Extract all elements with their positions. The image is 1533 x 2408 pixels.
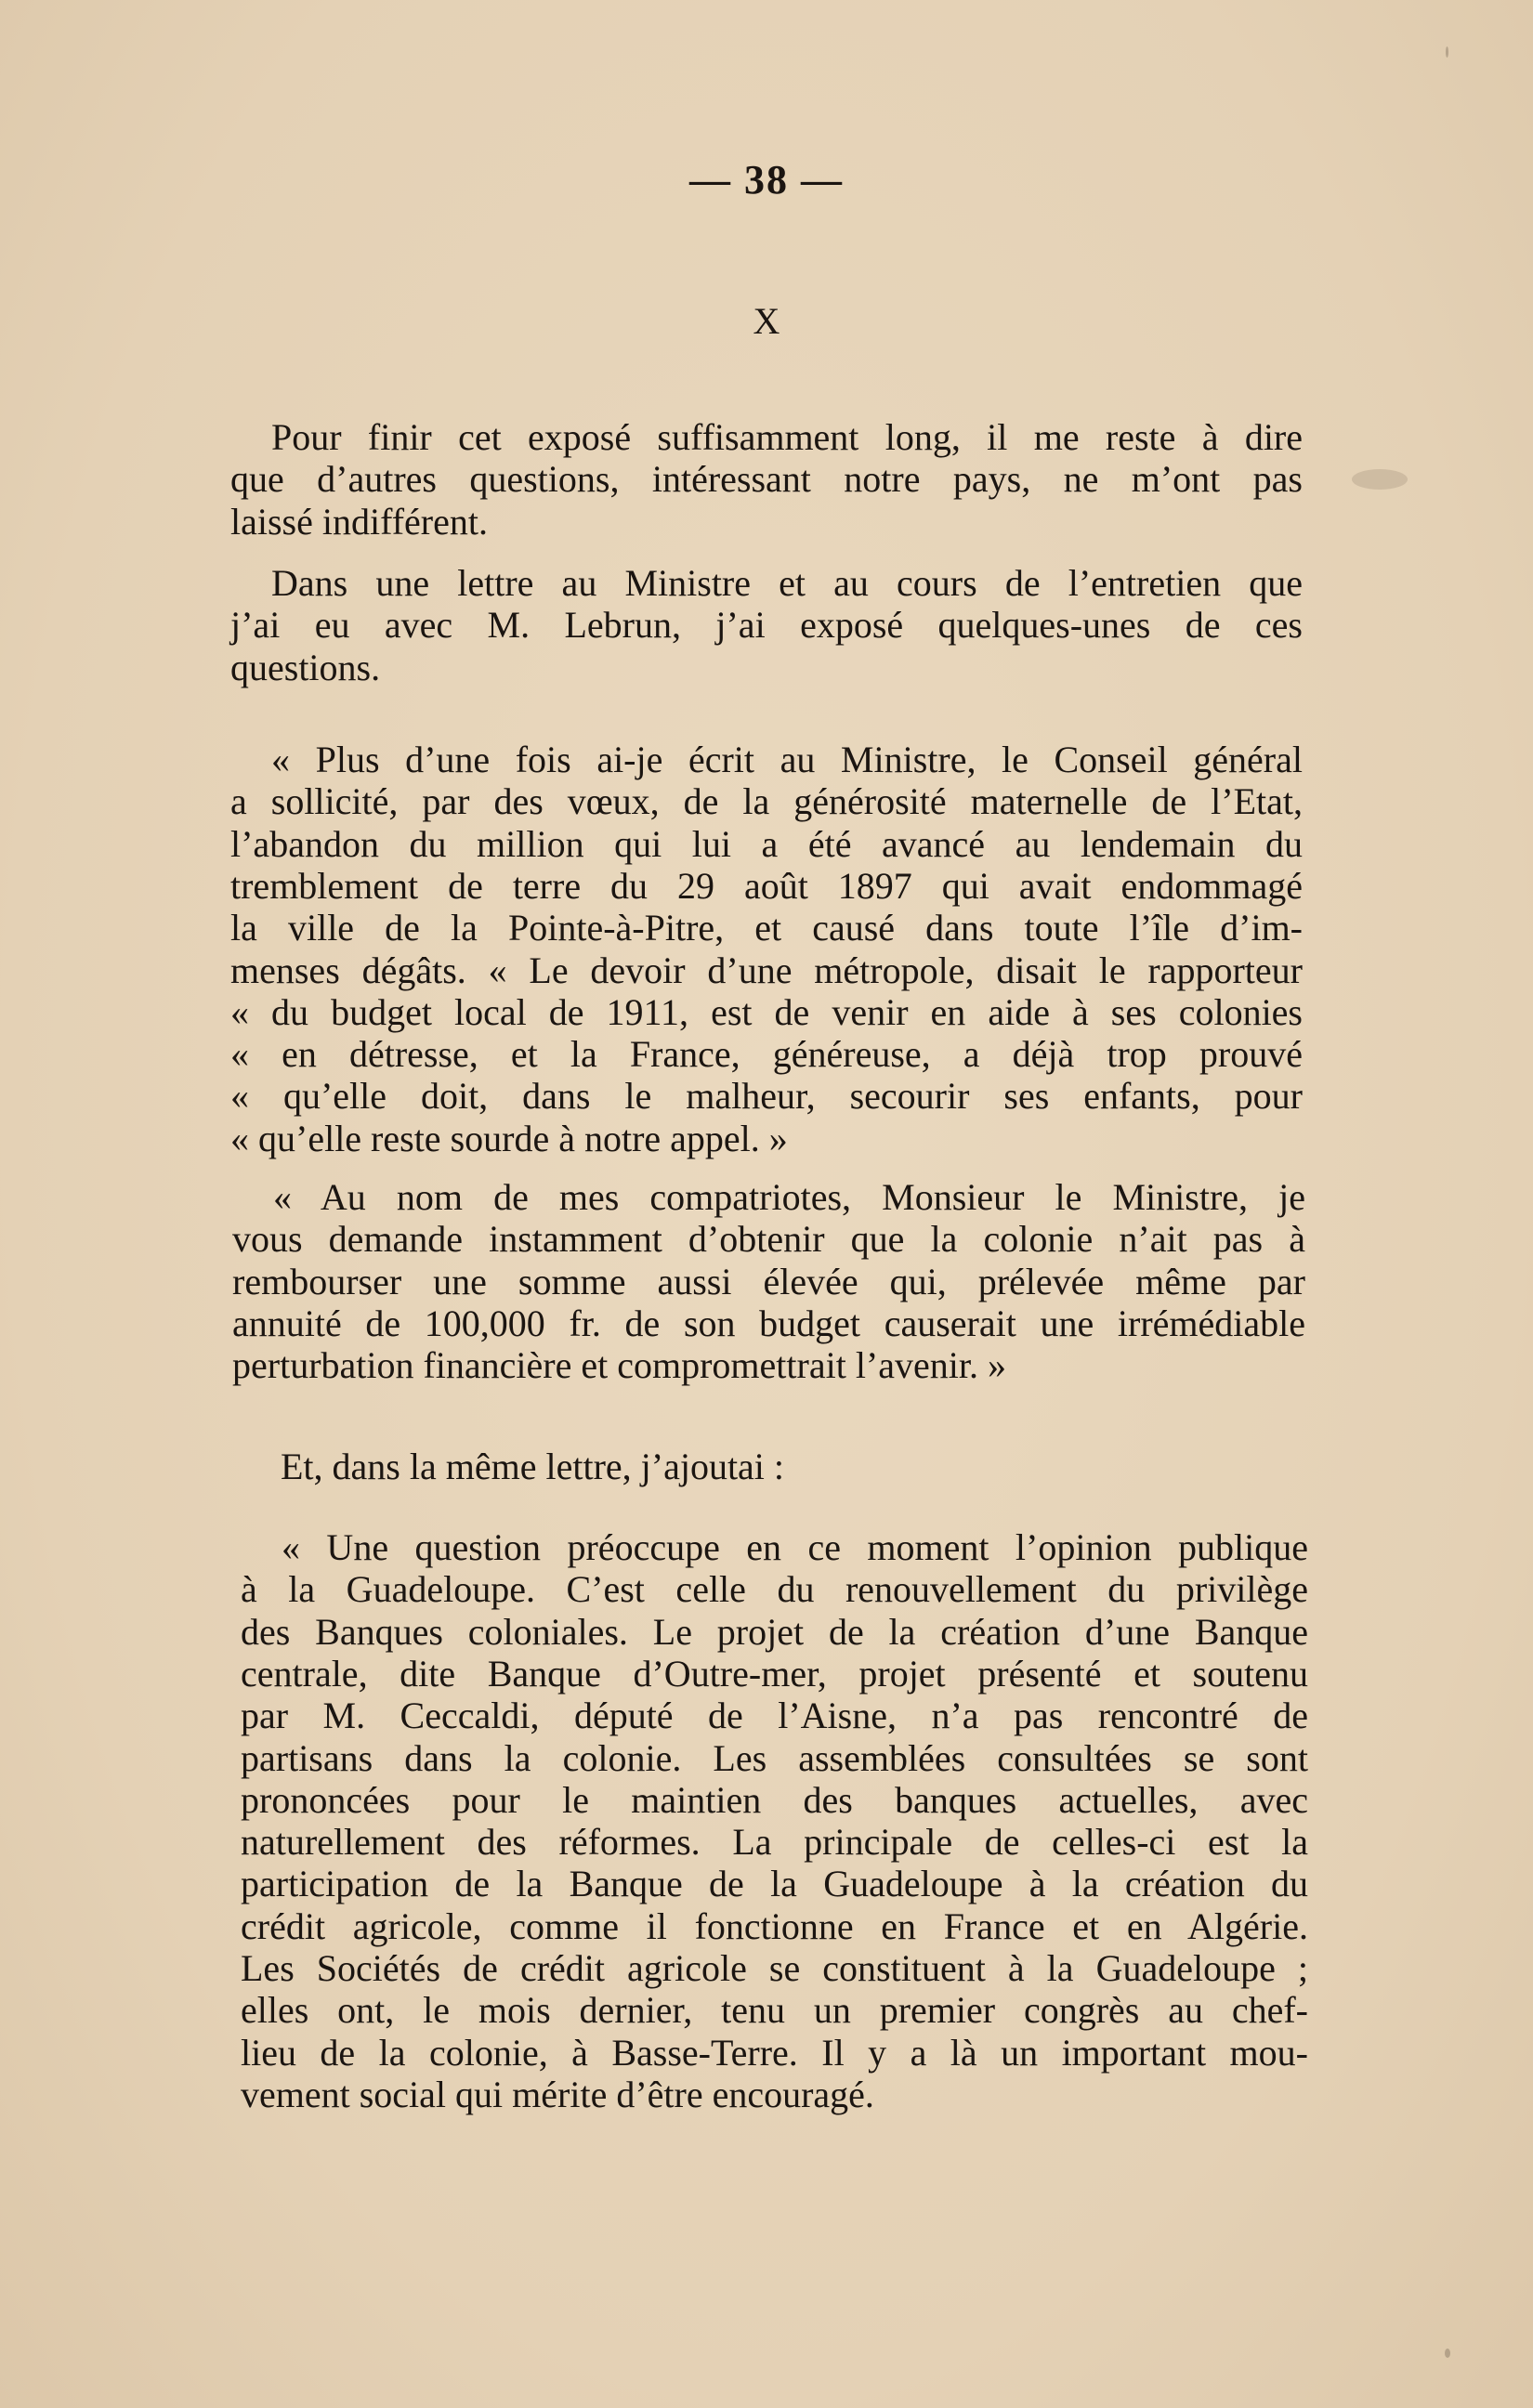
text-line: « Une question préoccupe en ce moment l’opinion publique xyxy=(282,1526,1308,1568)
text-line: j’ai eu avec M. Lebrun, j’ai exposé quelques-unes de ces xyxy=(230,604,1303,647)
text-line: crédit agricole, comme il fonctionne en France et en Algérie. xyxy=(241,1904,1308,1947)
text-line: « qu’elle doit, dans le malheur, secourir ses enfants, pour xyxy=(230,1075,1303,1118)
text-line: vement social qui mérite d’être encouragé. xyxy=(241,2073,874,2115)
text-line: Pour finir cet exposé suffisamment long, il me reste à dire xyxy=(271,416,1303,458)
text-line: participation de la Banque de la Guadeloupe à la création du xyxy=(241,1863,1308,1905)
section-heading: X xyxy=(753,300,780,342)
text-line: la ville de la Pointe-à-Pitre, et causé dans toute l’île d’im- xyxy=(230,907,1303,949)
text-line: partisans dans la colonie. Les assemblées consultées se sont xyxy=(241,1736,1308,1779)
text-line: des Banques coloniales. Le projet de la création d’une Banque xyxy=(241,1610,1308,1653)
text-line: a sollicité, par des vœux, de la générosité maternelle de l’Etat, xyxy=(230,780,1303,823)
text-line: Dans une lettre au Ministre et au cours de l’entretien que xyxy=(271,562,1303,604)
text-line: vous demande instamment d’obtenir que la colonie n’ait pas à xyxy=(232,1218,1305,1261)
text-line: « Au nom de mes compatriotes, Monsieur le Ministre, je xyxy=(273,1176,1305,1218)
text-line: l’abandon du million qui lui a été avancé au lendemain du xyxy=(230,822,1303,865)
text-line: menses dégâts. « Le devoir d’une métropole, disait le rapporteur xyxy=(230,949,1303,991)
text-line: tremblement de terre du 29 août 1897 qui avait endommagé xyxy=(230,864,1303,907)
text-line: lieu de la colonie, à Basse-Terre. Il y a là un important mou- xyxy=(241,2031,1308,2074)
text-line: prononcées pour le maintien des banques actuelles, avec xyxy=(241,1778,1308,1821)
text-line: à la Guadeloupe. C’est celle du renouvellement du privilège xyxy=(241,1568,1308,1611)
text-line: rembourser une somme aussi élevée qui, prélevée même par xyxy=(232,1260,1305,1302)
text-line: elles ont, le mois dernier, tenu un premier congrès au chef- xyxy=(241,1989,1308,2032)
text-line: « du budget local de 1911, est de venir en aide à ses colonies xyxy=(230,990,1303,1033)
text-line: « qu’elle reste sourde à notre appel. » xyxy=(230,1117,788,1159)
paper-speck xyxy=(1446,46,1448,58)
text-line: Et, dans la même lettre, j’ajoutai : xyxy=(281,1446,785,1487)
paper-stain xyxy=(1352,469,1408,490)
text-line: perturbation financière et compromettrait l’avenir. » xyxy=(232,1344,1006,1387)
text-line: laissé indifférent. xyxy=(230,500,488,543)
text-line: naturellement des réformes. La principale de celles-ci est la xyxy=(241,1821,1308,1864)
text-line: annuité de 100,000 fr. de son budget causerait une irrémédiable xyxy=(232,1302,1305,1344)
text-line: « Plus d’une fois ai-je écrit au Ministre, le Conseil général xyxy=(271,739,1303,780)
text-line: que d’autres questions, intéressant notre pays, ne m’ont pas xyxy=(230,458,1303,501)
text-line: questions. xyxy=(230,646,381,688)
text-line: par M. Ceccaldi, député de l’Aisne, n’a pas rencontré de xyxy=(241,1695,1308,1737)
text-line: centrale, dite Banque d’Outre-mer, projet présenté et soutenu xyxy=(241,1652,1308,1695)
text-line: « en détresse, et la France, généreuse, a déjà trop prouvé xyxy=(230,1033,1303,1076)
text-line: Les Sociétés de crédit agricole se constituent à la Guadeloupe ; xyxy=(241,1947,1308,1989)
page-number: — 38 — xyxy=(689,157,844,203)
paper-speck xyxy=(1445,2349,1450,2358)
